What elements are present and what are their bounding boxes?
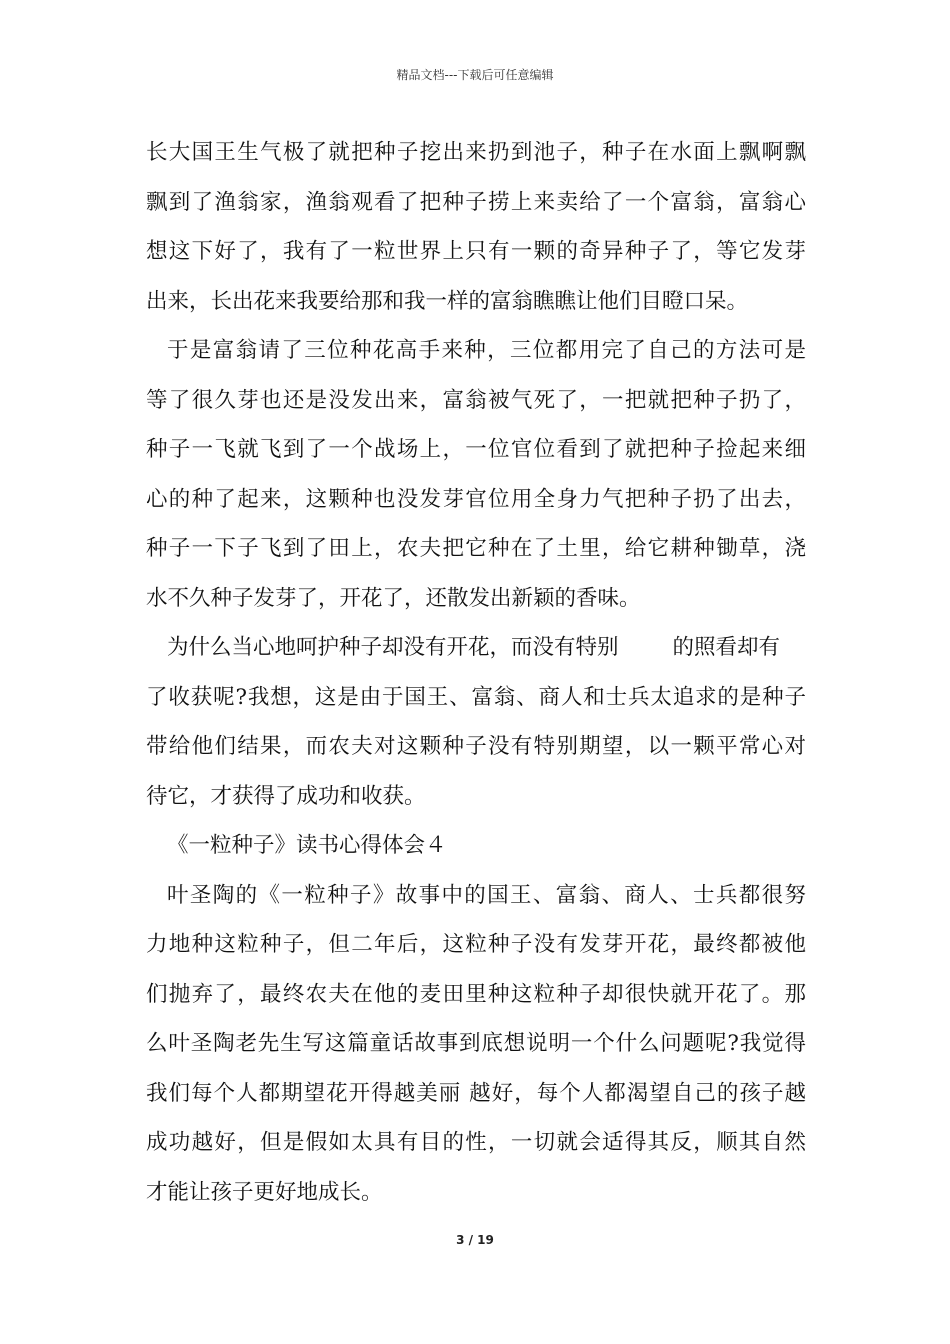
paragraph-line: 种子一飞就飞到了一个战场上，一位官位看到了就把种子捡起来细	[146, 437, 806, 462]
section-heading: 《一粒种子》读书心得体会４	[167, 833, 447, 858]
paragraph-line: 想这下好了，我有了一粒世界上只有一颗的奇异种子了，等它发芽	[146, 239, 806, 264]
page-number: 3 / 19	[456, 1233, 494, 1247]
paragraph-1	[146, 128, 806, 326]
paragraph-line: 我们每个人都期望花开得越美丽 越好，每个人都渴望自己的孩子越	[146, 1080, 806, 1106]
paragraph-3	[146, 623, 806, 821]
paragraph-line: 了收获呢?我想，这是由于国王、富翁、商人和士兵太追求的是种子	[146, 684, 806, 710]
paragraph-4	[146, 871, 806, 1218]
paragraph-line: 等了很久芽也还是没发出来，富翁被气死了，一把就把种子扔了，	[146, 387, 806, 413]
paragraph-line-part: 为什么当心地呵护种子却没有开花，而没有特别	[167, 635, 619, 660]
paragraph-line: 才能让孩子更好地成长。	[146, 1179, 383, 1205]
paragraph-line: 水不久种子发芽了，开花了，还散发出新颖的香味。	[146, 585, 641, 611]
paragraph-line: 长大国王生气极了就把种子挖出来扔到池子，种子在水面上飘啊飘	[146, 140, 806, 165]
paragraph-line: 叶圣陶的《一粒种子》故事中的国王、富翁、商人、士兵都很努	[167, 882, 806, 908]
paragraph-line-part: 的照看却有	[672, 635, 781, 660]
paragraph-line: 带给他们结果，而农夫对这颗种子没有特别期望，以一颗平常心对	[146, 734, 806, 759]
paragraph-line	[146, 623, 806, 673]
paragraph-line: 们抛弃了，最终农夫在他的麦田里种这粒种子却很快就开花了。那	[146, 981, 806, 1007]
paragraph-line: 飘到了渔翁家，渔翁观看了把种子捞上来卖给了一个富翁，富翁心	[146, 189, 806, 215]
paragraph-line: 出来，长出花来我要给那和我一样的富翁瞧瞧让他们目瞪口呆。	[146, 288, 749, 314]
page-header: 精品文档---下载后可任意编辑	[396, 68, 554, 82]
paragraph-2	[146, 326, 806, 623]
paragraph-line: 待它，才获得了成功和收获。	[146, 783, 426, 809]
document-body	[146, 128, 806, 1217]
paragraph-line: 成功越好，但是假如太具有目的性，一切就会适得其反，顺其自然	[146, 1130, 806, 1155]
paragraph-line: 么叶圣陶老先生写这篇童话故事到底想说明一个什么问题呢?我觉得	[146, 1031, 806, 1056]
paragraph-line: 心的种了起来，这颗种也没发芽官位用全身力气把种子扔了出去，	[146, 486, 806, 512]
paragraph-line: 力地种这粒种子，但二年后，这粒种子没有发芽开花，最终都被他	[146, 932, 806, 957]
paragraph-line: 种子一下子飞到了田上，农夫把它种在了土里，给它耕种锄草，浇	[146, 536, 806, 561]
paragraph-line: 于是富翁请了三位种花高手来种，三位都用完了自己的方法可是	[167, 338, 806, 363]
